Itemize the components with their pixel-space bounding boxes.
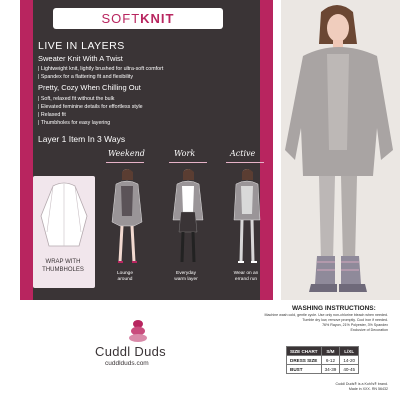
size-chart-row — [287, 365, 359, 374]
headline: LIVE IN LAYERS — [38, 40, 125, 52]
divider — [106, 162, 144, 163]
bullet-4: | Elevated feminine details for effortless style — [38, 104, 143, 110]
size-chart-cell: 14-20 — [340, 356, 359, 365]
divider — [226, 162, 264, 163]
bullet-6: | Thumbholes for easy layering — [38, 120, 111, 126]
size-chart-header-cell: L/XL — [340, 347, 359, 356]
size-chart-header — [287, 347, 359, 356]
divider — [169, 162, 207, 163]
size-chart — [286, 346, 359, 374]
washing-body — [254, 313, 388, 333]
size-chart-row — [287, 356, 359, 365]
brand-url: cuddlduds.com — [105, 360, 149, 367]
size-chart-header-cell: S/M — [321, 347, 340, 356]
subheading-2: Pretty, Cozy When Chilling Out — [38, 83, 141, 92]
way-title-weekend: Weekend — [108, 149, 145, 158]
footer-note — [300, 382, 388, 392]
brand-strip-part1: SOFT — [101, 11, 141, 26]
brand-logo: Cuddl Duds — [95, 344, 166, 359]
model-photo — [281, 0, 400, 300]
washing-line: 76% Rayon, 21% Polyester, 3% Spandex — [322, 323, 388, 327]
way-title-active: Active — [230, 149, 256, 158]
yarn-logo-icon — [128, 318, 148, 342]
caption-weekend-line2: around — [117, 277, 133, 282]
size-chart-header-cell: SIZE CHART — [287, 347, 322, 356]
wrap-label-line1: WRAP WITH — [45, 259, 81, 265]
caption-weekend — [98, 271, 152, 283]
subheading-1: Sweater Knit With A Twist — [38, 54, 123, 63]
work-sketch-icon — [165, 166, 211, 270]
caption-active — [219, 271, 273, 283]
washing-line: Machine wash cold, gentle cycle. Use only non-chlorine bleach when needed. — [264, 313, 388, 317]
size-chart-cell: 6-12 — [321, 356, 340, 365]
caption-active-line1: Wear on an — [233, 271, 259, 276]
bullet-3: | Soft, relaxed fit without the bulk — [38, 96, 115, 102]
bullet-1: | Lightweight knit, lightly brushed for ultra-soft comfort — [38, 66, 164, 72]
way-title-work: Work — [174, 149, 196, 158]
wrap-sketch-icon — [33, 176, 95, 256]
weekend-sketch-icon — [104, 166, 150, 270]
footer-line2: Made in XXX. RN 56432 — [348, 387, 388, 391]
active-sketch-icon — [224, 166, 270, 270]
washing-title: WASHING INSTRUCTIONS: — [292, 305, 376, 312]
caption-work-line1: Everyday — [176, 271, 196, 276]
brand-strip — [53, 8, 223, 29]
bullet-2: | Spandex for a flattering fit and flexibility — [38, 74, 134, 80]
caption-work-line2: warm layer — [174, 277, 198, 282]
model-figure-icon — [281, 0, 400, 300]
layer-title: Layer 1 Item In 3 Ways — [38, 134, 126, 144]
size-chart-cell: 34-39 — [321, 365, 340, 374]
size-chart-cell: BUST — [287, 365, 322, 374]
bullet-5: | Relaxed fit — [38, 112, 66, 118]
brand-strip-part2: KNIT — [140, 11, 175, 26]
size-chart-cell: 40-45 — [340, 365, 359, 374]
wrap-label — [30, 258, 96, 274]
caption-active-line2: errand run — [234, 277, 258, 282]
size-chart-cell: DRESS SIZE — [287, 356, 322, 365]
wrap-label-line2: THUMBHOLES — [42, 267, 84, 273]
caption-weekend-line1: Lounge — [116, 271, 133, 276]
caption-work — [159, 271, 213, 283]
washing-line: Exclusive of Decoration — [350, 328, 388, 332]
footer-line1: Cuddl Duds® is a Kohl's® brand. — [335, 382, 388, 386]
washing-line: Tumble dry low, remove promptly. Cool iron if needed. — [302, 318, 388, 322]
